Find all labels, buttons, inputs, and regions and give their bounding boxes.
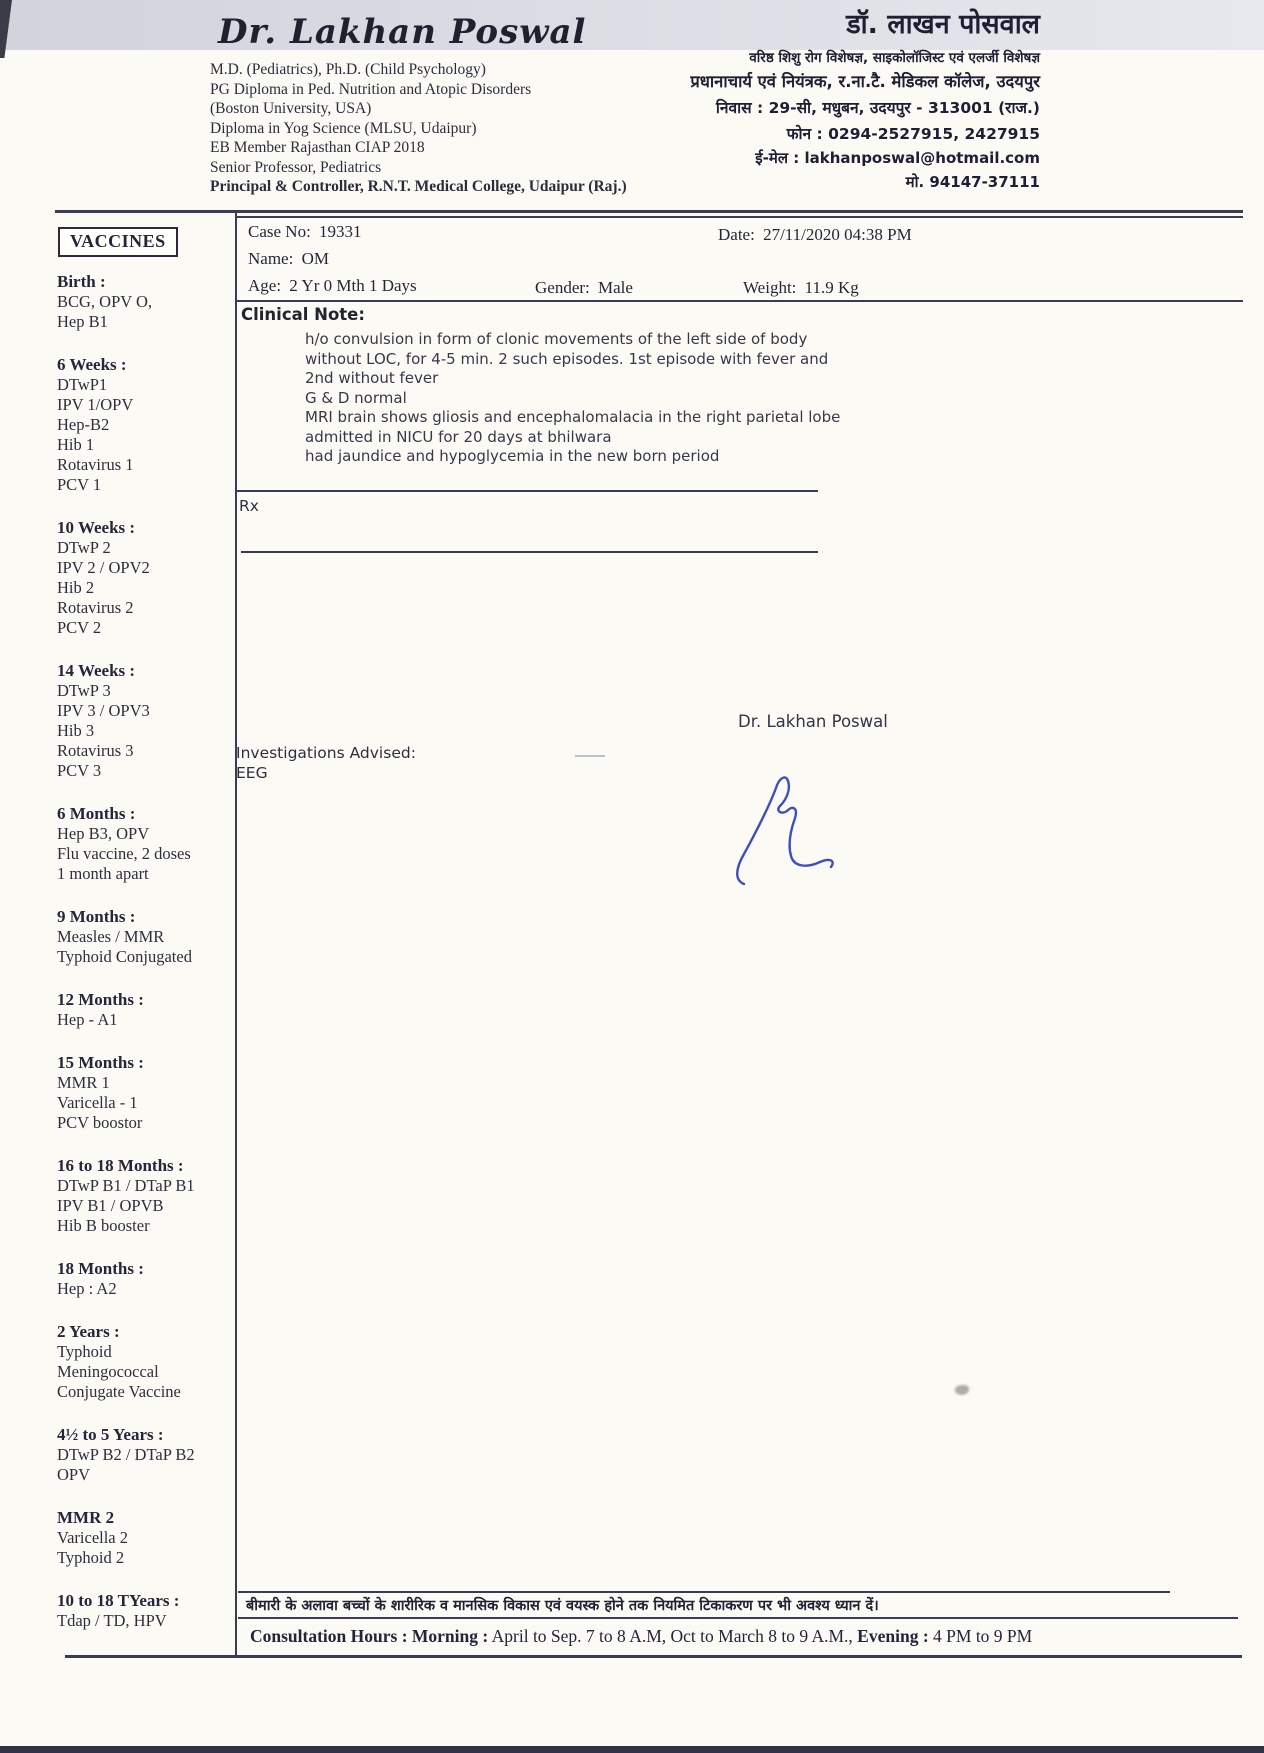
vaccine-section-15-months [57, 1053, 215, 1133]
divider-above-rx [235, 490, 818, 492]
vaccine-section-title: 10 Weeks : [57, 518, 136, 537]
credential-line: M.D. (Pediatrics), Ph.D. (Child Psychology) [210, 61, 486, 78]
vaccine-item: DTwP B1 / DTaP B1 [57, 1176, 195, 1195]
vaccine-item: Hep B3, OPV [57, 824, 150, 843]
vaccine-section-2-years [57, 1322, 215, 1402]
vaccine-section-title: 9 Months : [57, 907, 136, 926]
scan-pen-dash [575, 755, 605, 757]
credentials-english [210, 60, 627, 197]
divider-under-patient-row [235, 300, 1243, 302]
credential-principal-line: Principal & Controller, R.N.T. Medical College, Udaipur (Raj.) [210, 178, 627, 195]
investigations-label: Investigations Advised: [236, 744, 416, 762]
clinical-note-line: h/o convulsion in form of clonic movements of the left side of body [305, 330, 808, 348]
vaccine-item: BCG, OPV O, [57, 292, 153, 311]
vaccine-item: IPV 1/OPV [57, 395, 134, 414]
clinical-note-line: admitted in NICU for 20 days at bhilwara [305, 427, 612, 446]
vaccine-section-10-18-years [57, 1591, 215, 1631]
doctor-name-hindi: डॉ. लाखन पोसवाल [846, 9, 1040, 40]
gender-label: Gender: [535, 278, 590, 297]
consultation-evening-label: Evening : [857, 1626, 929, 1646]
clinical-note-line: without LOC, for 4-5 min. 2 such episodes. 1st episode with fever and [305, 349, 829, 368]
patient-name-value: OM [301, 249, 329, 268]
vaccine-section-title: 18 Months : [57, 1259, 144, 1278]
vaccines-title-box [58, 227, 178, 257]
vaccine-section-16-18-months [57, 1156, 215, 1236]
hindi-email-line: ई-मेल : lakhanposwal@hotmail.com [755, 149, 1040, 167]
vaccine-item: Measles / MMR [57, 927, 165, 946]
case-number-label: Case No: [248, 222, 311, 241]
hindi-address-line: निवास : 29-सी, मधुबन, उदयपुर - 313001 (राज.) [715, 99, 1040, 117]
case-number-value: 19331 [319, 222, 362, 241]
case-number-row [248, 222, 362, 242]
vaccine-item: IPV 2 / OPV2 [57, 558, 150, 577]
vaccine-item: IPV B1 / OPVB [57, 1196, 164, 1215]
investigations-value: EEG [236, 764, 268, 782]
hindi-phone-line: फोन : 0294-2527915, 2427915 [786, 125, 1040, 143]
vaccine-item: PCV 2 [57, 618, 102, 637]
vaccines-title: VACCINES [70, 231, 166, 251]
vaccine-section-4half-5-years [57, 1425, 215, 1485]
clinical-note-heading: Clinical Note: [241, 305, 365, 324]
doctor-name-english: Dr. Lakhan Poswal [218, 12, 587, 52]
clinical-note-body [305, 330, 840, 467]
age-value: 2 Yr 0 Mth 1 Days [289, 276, 417, 295]
vaccine-schedule-sidebar [57, 272, 215, 1654]
consultation-morning-times: April to Sep. 7 to 8 A.M, Oct to March 8 to 9 A.M., [488, 1626, 858, 1646]
credential-line: Diploma in Yog Science (MLSU, Udaipur) [210, 119, 477, 137]
credential-line: PG Diploma in Ped. Nutrition and Atopic Disorders [210, 80, 532, 98]
divider-page-bottom [65, 1655, 1242, 1658]
weight-value: 11.9 Kg [804, 278, 859, 297]
vaccine-section-title: 14 Weeks : [57, 661, 136, 680]
vaccine-item: Hib 1 [57, 435, 95, 454]
main-left-border [235, 210, 237, 1658]
vaccine-item: Varicella 2 [57, 1528, 129, 1547]
patient-name-label: Name: [248, 249, 294, 268]
divider-casebox-top [235, 216, 1243, 218]
vaccine-item: Conjugate Vaccine [57, 1382, 181, 1401]
vaccine-item: Rotavirus 2 [57, 598, 134, 617]
clinical-note-line: MRI brain shows gliosis and encephalomalacia in the right parietal lobe [305, 408, 841, 426]
vaccine-item: Rotavirus 3 [57, 741, 134, 760]
vaccine-item: Typhoid Conjugated [57, 947, 192, 966]
vaccine-item: Hep-B2 [57, 415, 110, 434]
vaccine-item: PCV 1 [57, 475, 102, 494]
vaccine-item: Hep : A2 [57, 1279, 117, 1298]
credentials-hindi [690, 8, 1040, 192]
hindi-credential-line: वरिष्ठ शिशु रोग विशेषज्ञ, साइकोलॉजिस्ट एवं एलर्जी विशेषज्ञ [749, 50, 1040, 66]
vaccine-section-title: 2 Years : [57, 1322, 120, 1341]
hindi-credential-line: प्रधानाचार्य एवं नियंत्रक, र.ना.टै. मेडिकल कॉलेज, उदयपुर [690, 72, 1040, 91]
hindi-mobile-line: मो. 94147-37111 [905, 173, 1040, 191]
name-row [248, 249, 329, 269]
gender-value: Male [598, 278, 633, 297]
vaccine-item: DTwP B2 / DTaP B2 [57, 1445, 195, 1464]
age-label: Age: [248, 276, 282, 295]
header-band [0, 0, 1264, 50]
vaccine-item: Typhoid [57, 1342, 112, 1361]
age-row [248, 276, 417, 296]
date-row [718, 225, 912, 245]
vaccine-section-mmr2 [57, 1508, 215, 1568]
vaccine-item: DTwP 3 [57, 681, 111, 700]
clinical-note-line: G & D normal [305, 388, 407, 407]
vaccine-item: Hep - A1 [57, 1010, 118, 1029]
vaccine-section-6-weeks [57, 355, 215, 495]
vaccine-section-12-months [57, 990, 215, 1030]
clinical-note-line: 2nd without fever [305, 369, 439, 387]
scan-bottom-edge [0, 1746, 1264, 1753]
vaccine-item: Tdap / TD, HPV [57, 1611, 167, 1630]
divider-header-bottom [55, 210, 1243, 213]
vaccine-item: IPV 3 / OPV3 [57, 701, 150, 720]
vaccine-item: Flu vaccine, 2 doses [57, 844, 191, 863]
vaccine-item: Hib 3 [57, 721, 95, 740]
vaccine-section-18-months [57, 1259, 215, 1299]
rx-label: Rx [239, 497, 259, 515]
vaccine-item: Varicella - 1 [57, 1093, 138, 1112]
vaccine-section-title: 15 Months : [57, 1053, 144, 1072]
vaccine-section-title: 4½ to 5 Years : [57, 1425, 164, 1444]
clinical-note-line: had jaundice and hypoglycemia in the new born period [305, 447, 720, 465]
vaccine-item: DTwP 2 [57, 538, 111, 557]
vaccine-item: PCV 3 [57, 761, 102, 780]
date-label: Date: [718, 225, 755, 244]
vaccine-section-title: 12 Months : [57, 990, 144, 1009]
vaccine-section-title: 16 to 18 Months : [57, 1156, 184, 1175]
credential-line: Senior Professor, Pediatrics [210, 158, 382, 176]
vaccine-section-birth [57, 272, 215, 332]
date-value: 27/11/2020 04:38 PM [763, 225, 912, 244]
consultation-hours-line [250, 1626, 1032, 1647]
vaccine-item: Hep B1 [57, 312, 108, 331]
vaccine-section-title: MMR 2 [57, 1508, 115, 1527]
credential-line: (Boston University, USA) [210, 100, 372, 117]
signature-doctor-name: Dr. Lakhan Poswal [738, 712, 888, 731]
vaccine-item: MMR 1 [57, 1073, 110, 1092]
vaccine-section-title: 6 Weeks : [57, 355, 127, 374]
divider-under-rx [241, 551, 818, 553]
weight-row [743, 278, 859, 298]
footer-advisory-hindi: बीमारी के अलावा बच्चों के शारीरिक व मानसिक विकास एवं वयस्क होने तक नियमित टिकाकरण पर भी अवश्य ध्यान दें। [246, 1598, 879, 1614]
vaccine-section-title: 6 Months : [57, 804, 136, 823]
vaccine-item: 1 month apart [57, 864, 149, 883]
vaccine-item: DTwP1 [57, 375, 108, 394]
vaccine-section-6-months [57, 804, 215, 884]
weight-label: Weight: [743, 278, 797, 297]
vaccine-item: Typhoid 2 [57, 1548, 125, 1567]
vaccine-section-9-months [57, 907, 215, 967]
gender-row [535, 278, 633, 298]
divider-advisory-top [238, 1591, 1170, 1593]
vaccine-section-title: Birth : [57, 272, 106, 291]
consultation-hours-label: Consultation Hours : Morning : [250, 1626, 489, 1646]
signature-ink-scribble [728, 770, 846, 890]
vaccine-item: Hib B booster [57, 1216, 150, 1235]
divider-advisory-bottom [238, 1617, 1238, 1619]
vaccine-section-10-weeks [57, 518, 215, 638]
vaccine-item: PCV boostor [57, 1113, 143, 1132]
vaccine-item: Rotavirus 1 [57, 455, 134, 474]
vaccine-section-14-weeks [57, 661, 215, 781]
vaccine-item: Hib 2 [57, 578, 95, 597]
scan-smudge [955, 1385, 969, 1395]
consultation-evening-times: 4 PM to 9 PM [928, 1626, 1033, 1646]
vaccine-section-title: 10 to 18 TYears : [57, 1591, 180, 1610]
credential-line: EB Member Rajasthan CIAP 2018 [210, 139, 425, 156]
vaccine-item: Meningococcal [57, 1362, 159, 1381]
vaccine-item: OPV [57, 1465, 91, 1484]
